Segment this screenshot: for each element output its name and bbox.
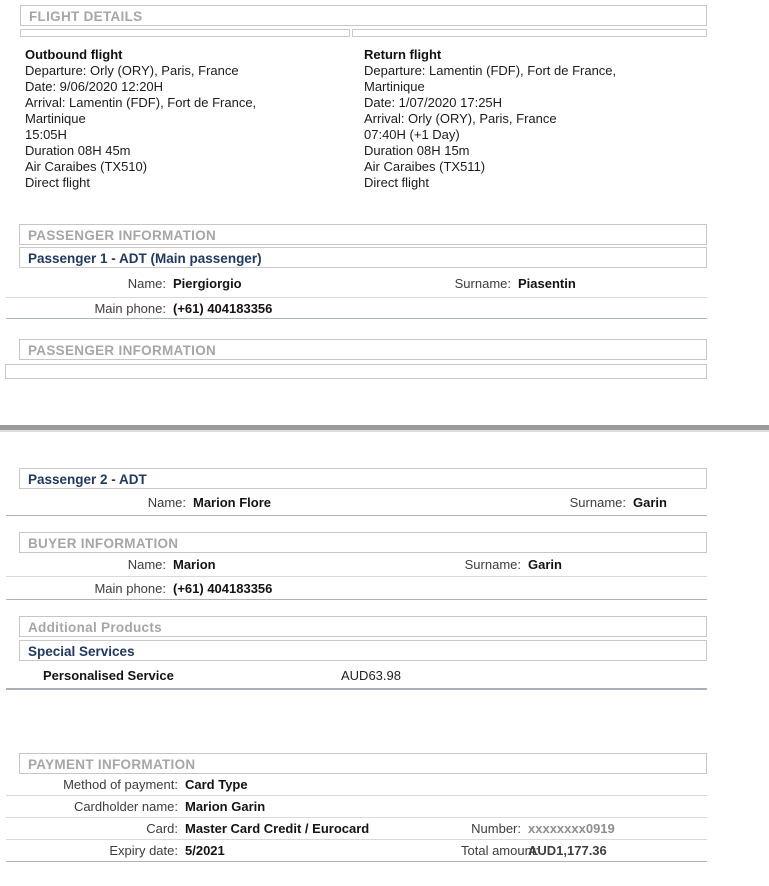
passenger-information-header-2-label: PASSENGER INFORMATION [28,343,217,358]
passenger-2-surname-value: Garin [633,495,667,510]
return-duration: Duration 08H 15m [364,143,470,158]
payment-method-value: Card Type [185,777,248,792]
passenger-information-section-1 [0,224,769,319]
payment-information-header-label: PAYMENT INFORMATION [28,757,196,772]
card-row [6,818,707,840]
service-name: Personalised Service [43,668,174,683]
passenger-1-phone-label: Main phone: [94,301,166,316]
payment-information-section [0,753,769,862]
return-flight-title: Return flight [364,47,442,62]
buyer-information-header [19,532,707,553]
card-number-label: Number: [471,821,521,836]
flight-columns [25,47,769,191]
return-flight-block [364,47,707,191]
passenger-information-header-1 [19,224,707,245]
card-label: Card: [146,821,178,836]
passenger-1-name-row [6,268,707,298]
buyer-phone-row [6,577,707,600]
passenger-information-section-2 [0,339,769,379]
expiry-date-value: 5/2021 [185,843,225,858]
passenger-1-phone-value: (+61) 404183356 [173,301,273,316]
passenger-1-name-label: Name: [127,276,166,291]
payment-method-row [6,774,707,796]
return-direct: Direct flight [364,175,430,190]
outbound-airline: Air Caraibes (TX510) [25,159,148,174]
flight-details-section [0,5,769,191]
special-services-title-box [19,640,707,661]
outbound-departure: Departure: Orly (ORY), Paris, France [25,63,239,78]
passenger-information-header-1-label: PASSENGER INFORMATION [28,228,217,243]
passenger-1-title-box [19,247,707,268]
return-arrival-time: 07:40H (+1 Day) [364,127,460,142]
card-number-value: xxxxxxxx0919 [528,821,615,836]
buyer-name-row [6,553,707,577]
payment-method-label: Method of payment: [63,777,178,792]
outbound-flight-title: Outbound flight [25,47,123,62]
passenger-1-phone-row [6,298,707,319]
return-column-cell [352,29,707,37]
total-amount-value: AUD1,177.36 [528,843,607,858]
passenger-1-surname-value: Piasentin [518,276,576,291]
passenger-2-name-label: Name: [147,495,186,510]
passenger-2-section [0,468,769,516]
return-date: Date: 1/07/2020 17:25H [364,95,503,110]
service-price: AUD63.98 [341,668,401,683]
passenger-1-name-value: Piergiorgio [173,276,242,291]
buyer-information-header-label: BUYER INFORMATION [28,536,179,551]
outbound-date: Date: 9/06/2020 12:20H [25,79,164,94]
buyer-name-value: Marion [173,557,216,572]
outbound-duration: Duration 08H 45m [25,143,131,158]
expiry-row [6,840,707,862]
passenger-information-header-2 [19,339,707,360]
total-amount-label: Total amount: [461,843,540,858]
flight-details-header-label: FLIGHT DETAILS [29,9,143,24]
additional-products-header [19,616,707,637]
passenger-2-name-row [6,489,707,516]
buyer-surname-value: Garin [528,557,562,572]
buyer-surname-label: Surname: [464,557,521,572]
outbound-column-cell [20,29,350,37]
return-departure-cont: Martinique [364,79,425,94]
return-arrival: Arrival: Orly (ORY), Paris, France [364,111,557,126]
passenger-2-name-value: Marion Flore [193,495,272,510]
clipped-empty-row [5,364,707,379]
passenger-2-surname-label: Surname: [569,495,626,510]
buyer-information-section [0,532,769,600]
outbound-arrival: Arrival: Lamentin (FDF), Fort de France, [25,95,257,110]
return-airline: Air Caraibes (TX511) [364,159,486,174]
cardholder-label: Cardholder name: [73,799,178,814]
flight-details-header [20,5,707,26]
buyer-phone-value: (+61) 404183356 [173,581,273,596]
page-break-divider [0,425,769,432]
cardholder-row [6,796,707,818]
card-value: Master Card Credit / Eurocard [185,821,370,836]
additional-products-section [0,616,769,690]
booking-confirmation-page [0,5,769,886]
cardholder-value: Marion Garin [185,799,266,814]
passenger-1-surname-label: Surname: [454,276,511,291]
passenger-2-title: Passenger 2 - ADT [28,472,147,487]
flight-details-subrow [20,29,707,37]
passenger-1-title: Passenger 1 - ADT (Main passenger) [28,251,262,266]
return-departure: Departure: Lamentin (FDF), Fort de France, [364,63,617,78]
personalised-service-row [6,661,707,690]
passenger-2-title-box [19,468,707,489]
outbound-arrival-time: 15:05H [25,127,67,142]
buyer-name-label: Name: [127,557,166,572]
outbound-arrival-cont: Martinique [25,111,86,126]
outbound-direct: Direct flight [25,175,91,190]
outbound-flight-block [25,47,364,191]
special-services-title: Special Services [28,644,135,659]
expiry-date-label: Expiry date: [109,843,178,858]
buyer-phone-label: Main phone: [94,581,166,596]
payment-information-header [19,753,707,774]
additional-products-header-label: Additional Products [28,620,162,635]
